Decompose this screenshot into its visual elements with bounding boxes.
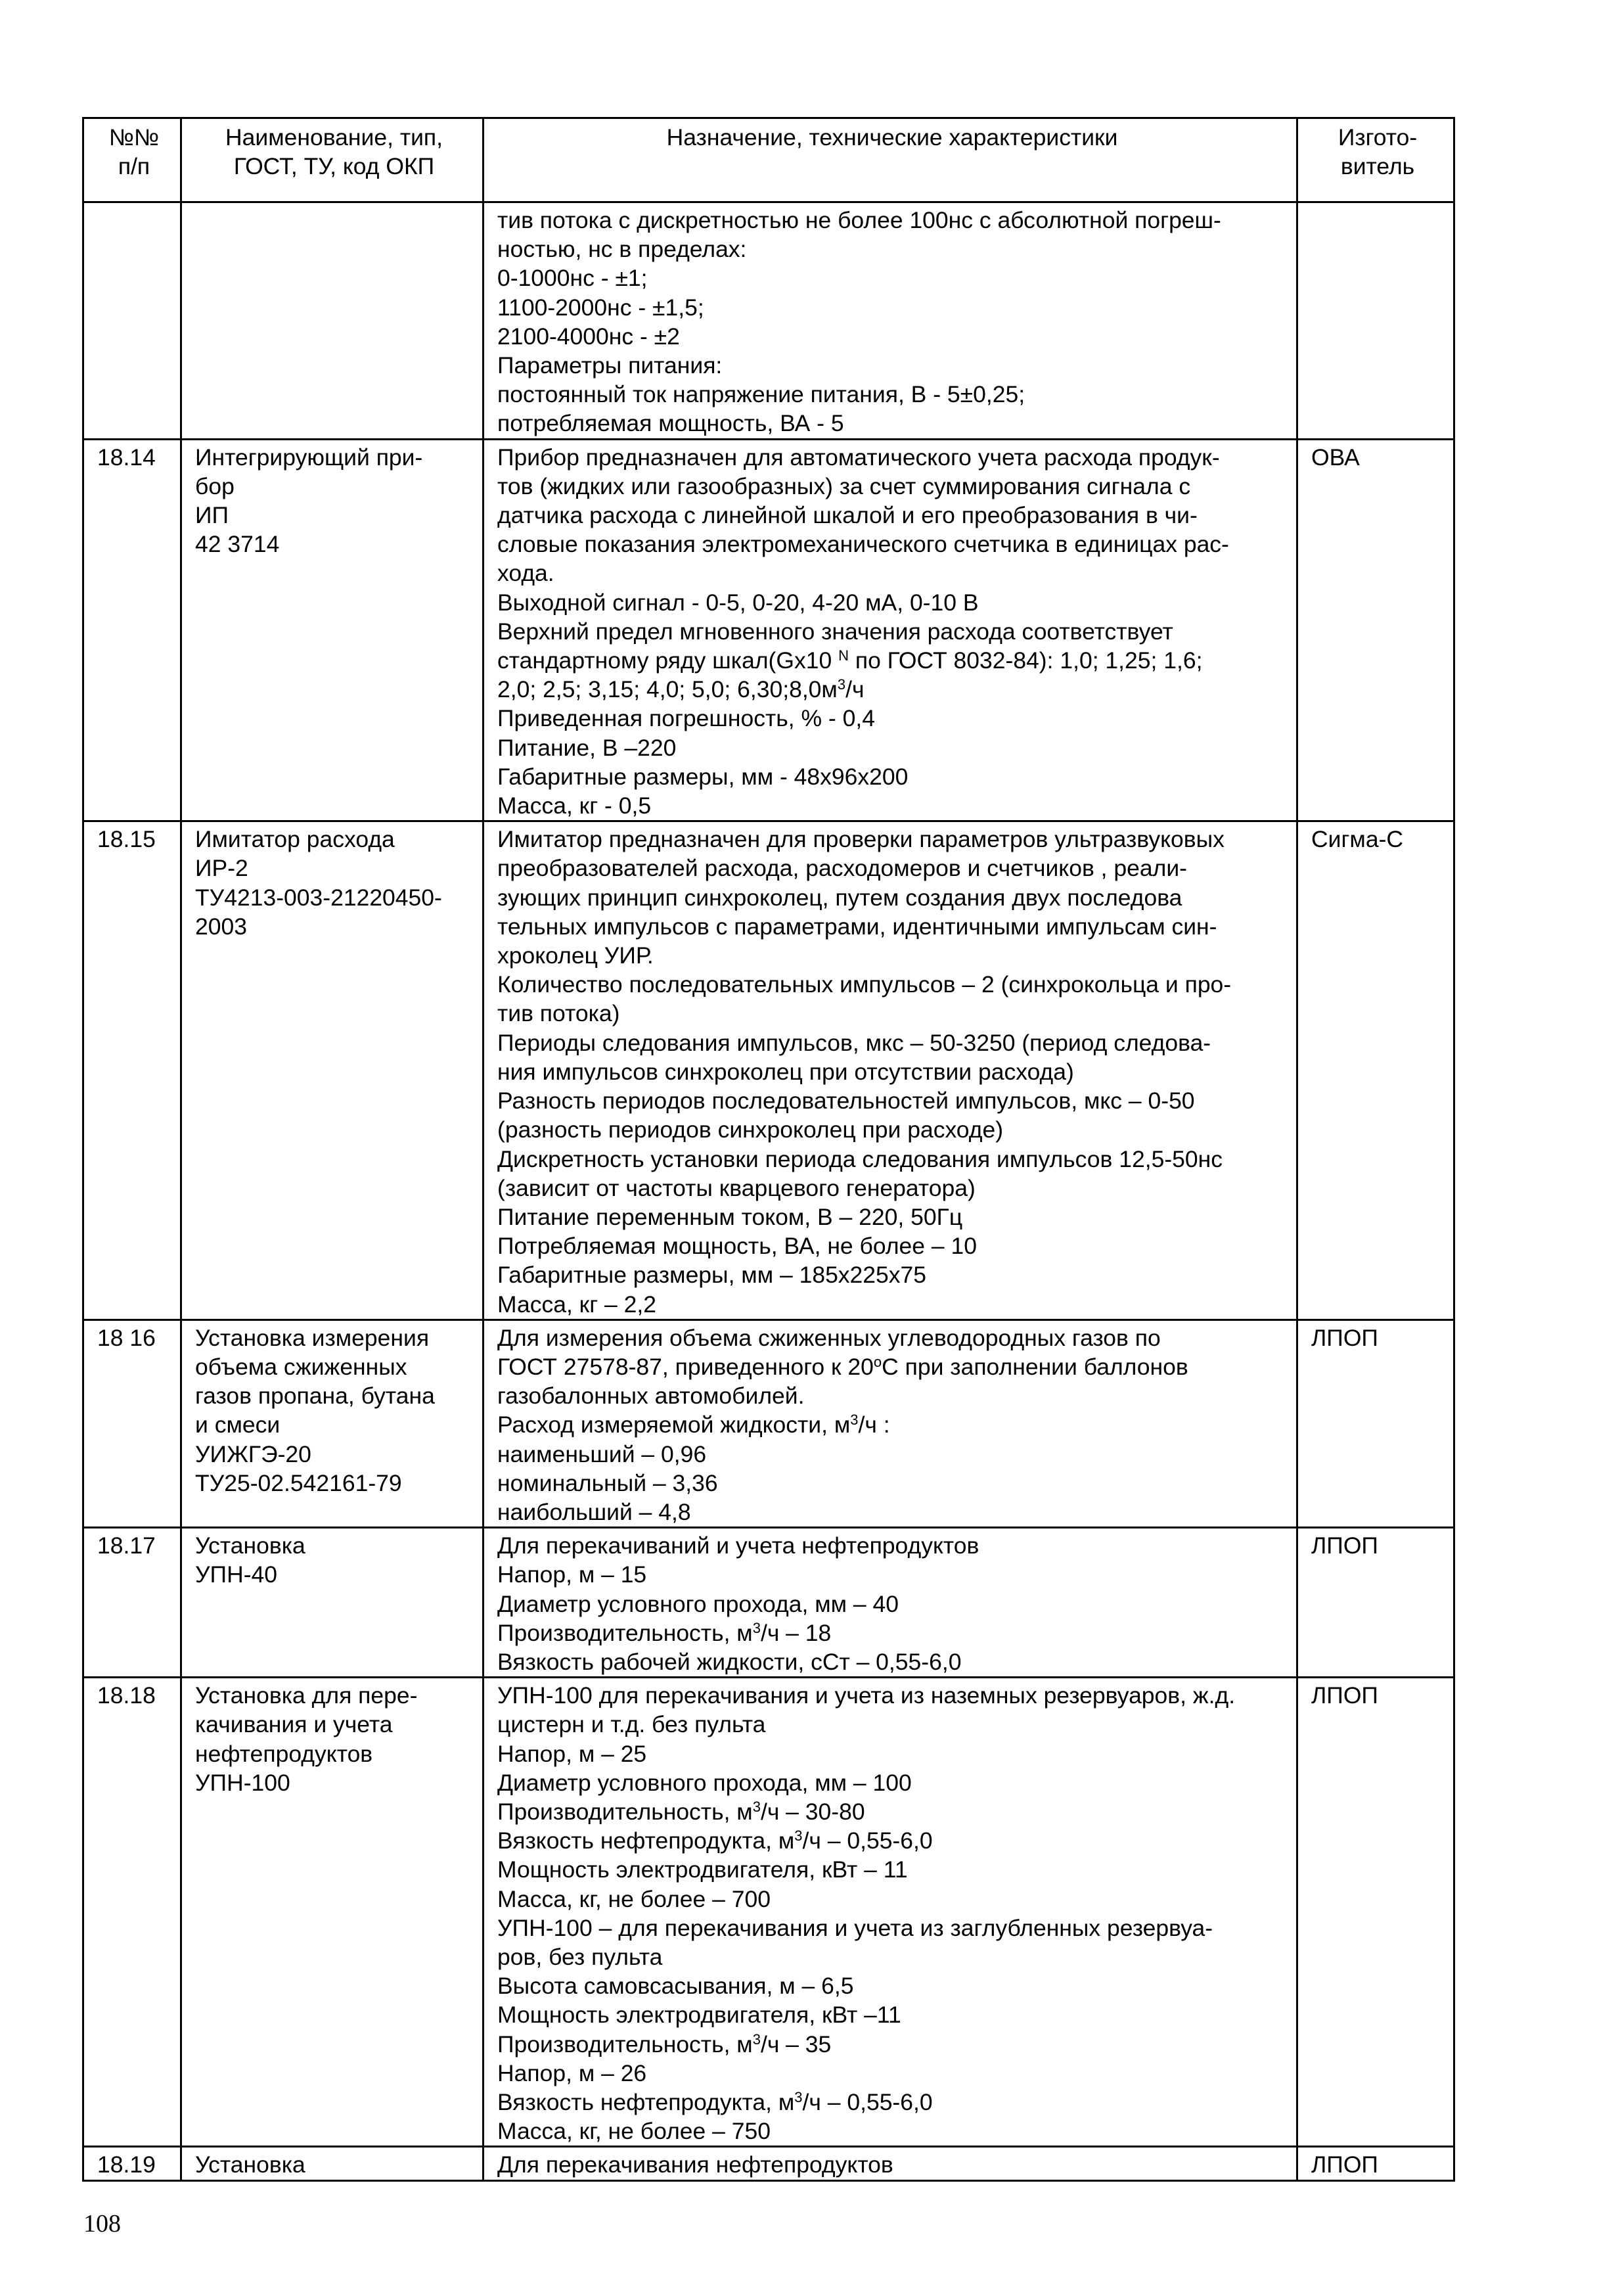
item-description-line: 0-1000нс - ±1; <box>497 265 648 292</box>
item-description-line: УПН-100 для перекачивания и учета из наземных резервуаров, ж.д. <box>497 1682 1236 1709</box>
item-number: 18.14 <box>97 444 156 471</box>
item-name-line: и смеси <box>195 1412 281 1438</box>
superscript: 3 <box>837 676 846 693</box>
item-description-line: тив потока с дискретностью не более 100нс с абсолютной погреш- <box>497 207 1221 233</box>
header-num <box>83 118 181 202</box>
superscript: 3 <box>752 2031 761 2048</box>
header-num-line: п/п <box>118 153 150 180</box>
item-description-line: Масса, кг, не более – 700 <box>497 1885 771 1912</box>
item-manufacturer: ЛПОП <box>1311 1682 1378 1709</box>
item-description-line: хроколец УИР. <box>497 942 654 969</box>
item-description-line: Производительность, $м^3/ч - 30-80$ <box>497 1798 865 1825</box>
item-description-line: тив потока) <box>497 1000 620 1027</box>
superscript: N <box>838 647 849 664</box>
item-description-line: преобразователей расхода, расходомеров и счетчиков , реали- <box>497 855 1188 882</box>
item-description-line: 2,0; 2,5; 3,15; 4,0; 5,0; $6,30;8,0м^3/ч$ <box>497 676 865 703</box>
item-name-line: ИП <box>195 502 229 529</box>
superscript: 3 <box>752 1798 761 1815</box>
item-description-cell <box>484 1528 1297 1678</box>
item-description-line: Расход измеряемой жидкости, $м^3/ч$ : <box>497 1412 890 1438</box>
item-description-line: газобалонных автомобилей. <box>497 1383 805 1410</box>
item-name-cell <box>181 821 484 1320</box>
item-description-line: ГОСТ 27578-87, приведенного к 20$^o$C при заполнении баллонов <box>497 1353 1188 1380</box>
table-row <box>83 1678 1454 2147</box>
item-description-line: тов (жидких или газообразных) за счет суммирования сигнала с <box>497 472 1191 499</box>
item-description-line: Для перекачиваний и учета нефтепродуктов <box>497 1532 979 1559</box>
item-description-line: Диаметр условного прохода, мм – 100 <box>497 1769 912 1796</box>
header-maker-line: витель <box>1340 153 1415 180</box>
item-name-cell <box>181 202 484 440</box>
item-description-line: Вязкость нефтепродукта, $м^3/ч - 0,55-6,0$ <box>497 1827 933 1854</box>
item-name-line: ТУ4213-003-21220450- <box>195 884 442 911</box>
superscript: 3 <box>850 1412 859 1429</box>
item-number: 18.19 <box>97 2151 156 2178</box>
item-description-line: Масса, кг - 0,5 <box>497 792 652 819</box>
item-description-line: Масса, кг, не более – 750 <box>497 2118 771 2145</box>
item-manufacturer: Сигма-С <box>1311 826 1404 853</box>
item-description-line: 1100-2000нс - ±1,5; <box>497 294 704 321</box>
item-description-line: Питание переменным током, В – 220, 50Гц <box>497 1203 963 1230</box>
item-manufacturer-cell <box>1297 1320 1454 1527</box>
superscript: 3 <box>794 2089 803 2105</box>
item-description-line: Для перекачивания нефтепродуктов <box>497 2151 893 2178</box>
superscript: 3 <box>794 1827 803 1845</box>
item-description-line: Периоды следования импульсов, мкс – 50-3250 (период следова- <box>497 1029 1211 1056</box>
item-name-line: Установка <box>195 2151 305 2178</box>
item-name-line: УИЖГЭ-20 <box>195 1440 311 1467</box>
item-name-line: качивания и учета <box>195 1711 393 1738</box>
item-description-line: номинальный – 3,36 <box>497 1469 718 1496</box>
item-description-line: хода. <box>497 560 554 587</box>
item-description-line: Напор, м – 26 <box>497 2059 647 2086</box>
item-description-line: Производительность, $м^3/ч - 35$ <box>497 2031 832 2057</box>
item-name-line: 2003 <box>195 913 247 940</box>
table-header-row <box>83 118 1454 202</box>
item-manufacturer: ЛПОП <box>1311 1324 1378 1351</box>
superscript: 3 <box>752 1619 761 1636</box>
item-name-line: нефтепродуктов <box>195 1740 373 1767</box>
item-description-line: словые показания электромеханического счетчика в единицах рас- <box>497 531 1229 558</box>
item-manufacturer-cell <box>1297 439 1454 821</box>
header-maker <box>1297 118 1454 202</box>
table-row <box>83 1320 1454 1527</box>
item-description-line: Количество последовательных импульсов – 2 (синхрокольца и про- <box>497 971 1232 998</box>
item-description-line: Выходной сигнал - 0-5, 0-20, 4-20 мА, 0-10 В <box>497 589 979 616</box>
item-name-line: бор <box>195 472 235 499</box>
item-description-line: Напор, м – 25 <box>497 1740 647 1767</box>
item-manufacturer-cell <box>1297 202 1454 440</box>
item-description-line: Мощность электродвигателя, кВт –11 <box>497 2002 901 2029</box>
item-name-line: Установка измерения <box>195 1324 430 1351</box>
item-description-line: зующих принцип синхроколец, путем создания двух последова <box>497 884 1182 911</box>
item-description-line: Потребляемая мощность, ВА, не более – 10 <box>497 1233 977 1260</box>
item-description-line: стандартному ряду шкал(Gx10 $^N$ по ГОСТ 8032-84): 1,0; 1,25; 1,6; <box>497 647 1203 674</box>
item-description-line: ния импульсов синхроколец при отсутствии расхода) <box>497 1058 1074 1085</box>
item-description-line: Производительность, $м^3/ч - 18$ <box>497 1619 832 1646</box>
item-description-line: тельных импульсов с параметрами, идентичными импульсам син- <box>497 913 1217 940</box>
item-manufacturer-cell <box>1297 2147 1454 2180</box>
table-row <box>83 439 1454 821</box>
item-description-line: (разность периодов синхроколец при расходе) <box>497 1116 1004 1143</box>
item-description-line: Имитатор предназначен для проверки параметров ультразвуковых <box>497 826 1225 853</box>
item-name-cell <box>181 1528 484 1678</box>
item-description-cell <box>484 821 1297 1320</box>
item-description-cell <box>484 1320 1297 1527</box>
item-description-line: Масса, кг – 2,2 <box>497 1291 656 1318</box>
item-name-line: ИР-2 <box>195 855 248 882</box>
item-name-line: УПН-100 <box>195 1769 290 1796</box>
item-description-line: Разность периодов последовательностей импульсов, мкс – 0-50 <box>497 1088 1195 1114</box>
item-name-line: Интегрирующий при- <box>195 444 423 471</box>
item-description-line: Габаритные размеры, мм – 185x225x75 <box>497 1262 927 1289</box>
item-manufacturer-cell <box>1297 1528 1454 1678</box>
item-description-line: Параметры питания: <box>497 352 723 379</box>
item-description-line: Вязкость нефтепродукта, $м^3/ч - 0,55-6,0$ <box>497 2089 933 2115</box>
table-row <box>83 2147 1454 2180</box>
item-name-cell <box>181 1678 484 2147</box>
item-name-line: Имитатор расхода <box>195 826 395 853</box>
item-number-cell <box>83 1320 181 1527</box>
item-manufacturer: ЛПОП <box>1311 2151 1378 2178</box>
item-description-line: Мощность электродвигателя, кВт – 11 <box>497 1856 908 1883</box>
header-num-line: №№ <box>108 124 160 150</box>
item-description-line: Верхний предел мгновенного значения расхода соответствует <box>497 618 1173 645</box>
item-number-cell <box>83 821 181 1320</box>
item-number: 18.15 <box>97 826 156 853</box>
table-row <box>83 821 1454 1320</box>
item-number: 18.17 <box>97 1532 156 1559</box>
item-manufacturer: ОВА <box>1311 444 1360 471</box>
item-description-cell <box>484 439 1297 821</box>
item-name-line: ТУ25-02.542161-79 <box>195 1469 402 1496</box>
item-description-line: (зависит от частоты кварцевого генератора) <box>497 1174 976 1201</box>
item-description-cell <box>484 202 1297 440</box>
item-description-line: УПН-100 – для перекачивания и учета из заглубленных резервуа- <box>497 1914 1213 1941</box>
item-description-line: Вязкость рабочей жидкости, сСт – 0,55-6,0 <box>497 1648 962 1675</box>
table-body <box>83 202 1454 2181</box>
item-description-line: Дискретность установки периода следования импульсов 12,5-50нс <box>497 1145 1223 1172</box>
item-number-cell <box>83 1528 181 1678</box>
item-number: 18.18 <box>97 1682 156 1709</box>
item-description-line: Диаметр условного прохода, мм – 40 <box>497 1590 899 1617</box>
item-name-cell <box>181 2147 484 2180</box>
item-description-line: Габаритные размеры, мм - 48x96x200 <box>497 763 909 790</box>
item-description-line: Приведенная погрешность, % - 0,4 <box>497 705 875 732</box>
item-description-cell <box>484 2147 1297 2180</box>
item-name-line: Установка <box>195 1532 305 1559</box>
item-description-line: наибольший – 4,8 <box>497 1498 691 1525</box>
item-name-cell <box>181 1320 484 1527</box>
item-number-cell <box>83 202 181 440</box>
superscript: o <box>873 1353 882 1370</box>
header-purpose <box>484 118 1297 202</box>
item-description-line: постоянный ток напряжение питания, В - 5±0,25; <box>497 381 1025 408</box>
header-maker-line: Изгото- <box>1338 124 1418 150</box>
item-number-cell <box>83 439 181 821</box>
item-name-line: 42 3714 <box>195 531 280 558</box>
item-description-line: ров, без пульта <box>497 1943 663 1970</box>
item-manufacturer-cell <box>1297 821 1454 1320</box>
item-manufacturer: ЛПОП <box>1311 1532 1378 1559</box>
item-description-line: потребляемая мощность, ВА - 5 <box>497 410 844 437</box>
item-number: 18 16 <box>97 1324 156 1351</box>
item-description-line: Питание, В –220 <box>497 734 677 761</box>
header-name-line: ГОСТ, ТУ, код ОКП <box>233 153 435 180</box>
item-description-line: цистерн и т.д. без пульта <box>497 1711 766 1738</box>
item-description-line: 2100-4000нс - ±2 <box>497 323 680 350</box>
header-name <box>181 118 484 202</box>
item-description-line: датчика расхода с линейной шкалой и его преобразования в чи- <box>497 502 1198 529</box>
item-name-line: УПН-40 <box>195 1561 278 1588</box>
equipment-table <box>82 117 1455 2182</box>
item-description-line: Напор, м – 15 <box>497 1561 647 1588</box>
item-description-line: Прибор предназначен для автоматического учета расхода продук- <box>497 444 1220 471</box>
header-name-line: Наименование, тип, <box>225 124 443 150</box>
item-manufacturer-cell <box>1297 1678 1454 2147</box>
item-name-line: Установка для пере- <box>195 1682 418 1709</box>
header-purpose-line: Назначение, технические характеристики <box>666 124 1118 150</box>
item-description-cell <box>484 1678 1297 2147</box>
page-number: 108 <box>83 2210 121 2238</box>
item-description-line: Высота самовсасывания, м – 6,5 <box>497 1973 854 2000</box>
item-description-line: Для измерения объема сжиженных углеводородных газов по <box>497 1324 1161 1351</box>
item-name-cell <box>181 439 484 821</box>
table-row <box>83 202 1454 440</box>
item-name-line: газов пропана, бутана <box>195 1383 435 1410</box>
table-row <box>83 1528 1454 1678</box>
item-number-cell <box>83 1678 181 2147</box>
item-name-line: объема сжиженных <box>195 1353 407 1380</box>
item-description-line: ностью, нс в пределах: <box>497 236 747 263</box>
item-description-line: наименьший – 0,96 <box>497 1440 707 1467</box>
item-number-cell <box>83 2147 181 2180</box>
